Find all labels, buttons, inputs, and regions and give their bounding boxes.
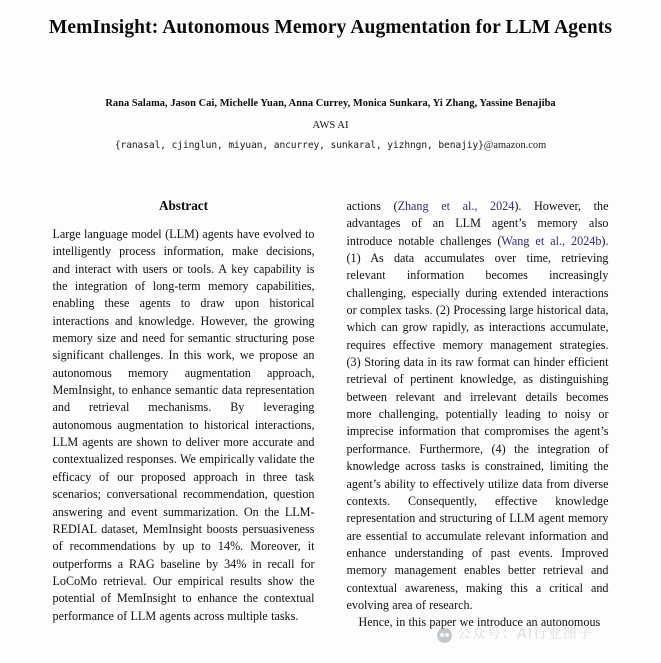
citation-wang-2024b[interactable]: Wang et al., 2024b: [501, 233, 602, 248]
left-column: [53, 198, 315, 632]
two-column-body: [0, 198, 661, 632]
affiliation: AWS AI: [312, 119, 349, 131]
intro-text-segment-2: ). However, the advantages of an LLM agent’s memory also introduce notable challenges (: [346, 199, 609, 248]
email-domain: @amazon.com: [483, 139, 547, 151]
abstract-heading: Abstract: [158, 198, 209, 213]
page-title: MemInsight: Autonomous Memory Augmentation for LLM Agents: [48, 17, 613, 38]
email-handles: {ranasal, cjinglun, miyuan, ancurrey, sunkaral, yizhngn, benajiy}: [114, 139, 484, 151]
abstract-paragraph: Large language model (LLM) agents have evolved to intelligently process information, make decisions, and interact with users or tools. A key capability is the integration of long-term memory capabilities, enabling these agents to draw upon historical interactions and knowledge. However, the growing memory size and need for semantic structuring pose significant challenges. In this work, we propose an autonomous memory augmentation approach, MemInsight, to enhance semantic data representation and retrieval mechanisms. By leveraging autonomous augmentation to historical interactions, LLM agents are shown to deliver more accurate and contextualized responses. We empirically validate the efficacy of our proposed approach in three task scenarios; conversational recommendation, question answering and event summarization. On the LLM-REDIAL dataset, MemInsight boosts persuasiveness of recommendations by up to 14%. Moreover, it outperforms a RAG baseline by 34% in recall for LoCoMo retrieval. Our empirical results show the potential of MemInsight to enhance the contextual performance of LLM agents across multiple tasks.: [52, 227, 315, 623]
introduction-paragraph-continued: [347, 198, 609, 614]
author-list: Rana Salama, Jason Cai, Michelle Yuan, Anna Currey, Monica Sunkara, Yi Zhang, Yassine Benajiba: [105, 98, 556, 110]
right-column: [347, 198, 609, 632]
watermark-text: 公众号：AI行业图子: [457, 626, 594, 643]
author-emails: [0, 131, 661, 151]
introduction-paragraph-next: Hence, in this paper we introduce an autonomous: [358, 615, 601, 630]
citation-zhang-2024[interactable]: Zhang et al., 2024: [397, 199, 515, 213]
intro-text-segment-1: actions (: [346, 199, 398, 213]
intro-text-segment-3: ). (1) As data accumulates over time, retrieving relevant information becomes increasingly challenging, especially during extended interactions or complex tasks. (2) Processing large historical data, which can grow rapidly, as interactions accumulate, requires effective memory management strategies. (3) Storing data in its raw format can hinder efficient retrieval of pertinent knowledge, as distinguishing between relevant and irrelevant details becomes more challenging, potentially leading to noisy or imprecise information that compromises the agent’s performance. Furthermore, (4) the integration of knowledge across tasks is constrained, limiting the agent’s ability to effectively utilize data from diverse contexts. Consequently, effective knowledge representation and structuring of LLM agent memory are essential to accumulate relevant information and enhance understanding of past events. Improved memory management enables better retrieval and contextual awareness, making this a critical and evolving area of research.: [346, 233, 609, 612]
